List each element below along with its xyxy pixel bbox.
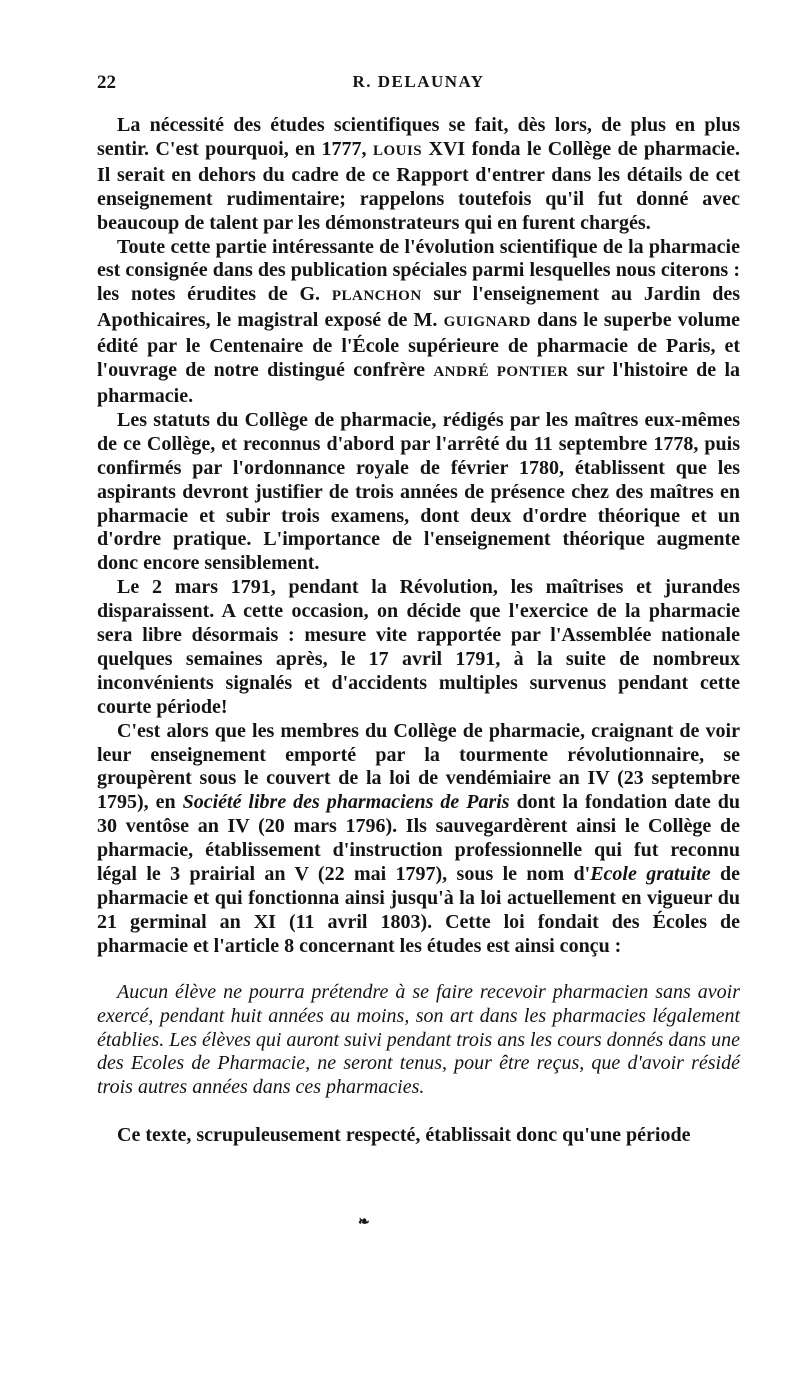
paragraph-conclusion: Ce texte, scrupuleusement respecté, établissait donc qu'une période [117,1124,691,1147]
running-header [97,72,740,102]
paragraph-publications: Toute cette partie intéressante de l'évolution scientifique de la pharmacie est consignée dans des publication spéciales parmi lesquelles nous citerons : les notes érudites de G. PLANCHON sur l'enseignement au Jardin des Apothicaires, le magistral exposé de M. GUIGNARD dans le superbe volume édité par le Centenaire de l'École supérieure de pharmacie de Paris, et l'ouvrage de notre distingué confrère ANDRÉ PONTIER sur l'histoire de la pharmacie. [97,235,741,407]
body-text [97,114,740,1148]
name-planchon: PLANCHON [331,288,422,305]
title-ecole-gratuite: Ecole gratuite [590,863,711,886]
quoted-article-8: Aucun élève ne pourra prétendre à se faire recevoir pharmacien sans avoir exercé, pendant huit années au moins, son art dans les pharmacies légalement établies. Les élèves qui auront suivi pendant trois ans les cours donnés dans une des Ecoles de Pharmacie, ne seront tenus, pour être reçus, que d'avoir résidé trois autres années dans ces pharmacies. [97,980,740,1099]
name-louis: LOUIS [372,142,423,159]
paragraph-statutes: Les statuts du Collège de pharmacie, rédigés par les maîtres eux-mêmes de ce Collège, et reconnus d'abord par l'arrêté du 11 septembre 1778, puis confirmés par l'ordonnance royale de février 1780, établissent que les aspirants devront justifier de trois années de présence chez des maîtres en pharmacie et subir trois examens, dont deux d'ordre théorique et un d'ordre pratique. L'importance de l'enseignement théorique augmente donc encore sensiblement. [97,408,740,575]
title-societe-libre: Société libre des pharmaciens de Paris [182,791,510,814]
name-andre-pontier: ANDRÉ PONTIER [433,364,569,381]
page-number: 22 [97,72,116,93]
page-ornament: ❧ [358,1215,370,1230]
name-guignard: GUIGNARD [443,314,531,331]
paragraph-college-foundation: La nécessité des études scientifiques se fait, dès lors, de plus en plus sentir. C'est pourquoi, en 1777, LOUIS XVI fonda le Collège de pharmacie. Il serait en dehors du cadre de ce Rapport d'entrer dans les détails de cet enseignement rudimentaire; rappelons toutefois qu'il fut donné avec beaucoup de talent par les démonstrateurs qui en furent chargés. [97,114,740,234]
paragraph-societe-libre: C'est alors que les membres du Collège de pharmacie, craignant de voir leur enseignement emporté par la tourmente révolutionnaire, se groupèrent sous le couvert de la loi de vendémiaire an IV (23 septembre 1795), en Société libre des pharmaciens de Paris dont la fondation date du 30 ventôse an IV (20 mars 1796). Ils sauvegardèrent ainsi le Collège de pharmacie, établissement d'instruction professionnelle qui fut reconnu légal le 3 prairial an V (22 mai 1797), sous le nom d'Ecole gratuite de pharmacie et qui fonctionna ainsi jusqu'à la loi actuellement en vigueur du 21 germinal an XI (11 avril 1803). Cette loi fondait des Écoles de pharmacie et l'article 8 concernant les études est ainsi conçu : [97,719,741,957]
paragraph-revolution: Le 2 mars 1791, pendant la Révolution, les maîtrises et jurandes disparaissent. A cette occasion, on décide que l'exercice de la pharmacie sera libre désormais : mesure vite rapportée par l'Assemblée nationale quelques semaines après, le 17 avril 1791, à la suite de nombreux inconvénients signalés et d'accidents multiples survenus pendant cette courte période! [97,576,740,718]
running-title-author: R. DELAUNAY [352,72,485,91]
